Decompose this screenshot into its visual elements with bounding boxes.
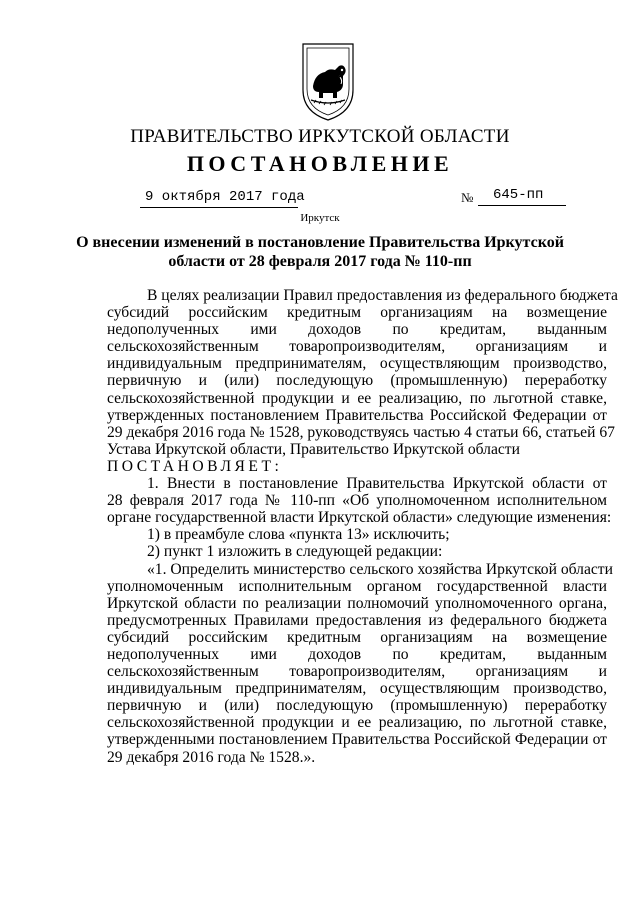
government-name: ПРАВИТЕЛЬСТВО ИРКУТСКОЙ ОБЛАСТИ [130,126,510,147]
body-line: субсидий российским кредитным организациям на возмещение [107,628,607,646]
coat-of-arms-emblem [299,40,357,122]
body-line: органе государственной власти Иркутской области» следующие изменения: [107,509,612,527]
body-line: утвержденными постановлением Правительства Российской Федерации от [107,731,607,749]
body-line: первичную и (или) последующую (промышленную) переработку [107,697,607,715]
document-number: 645-пп [493,187,544,203]
body-line: предусмотренных Правилами предоставления из федерального бюджета [107,611,607,629]
body-line: Устава Иркутской области, Правительство Иркутской области [107,440,520,458]
date-underline [140,207,298,208]
title-line: О внесении изменений в постановление Правительства Иркутской [76,234,564,251]
number-underline [478,205,566,206]
document-title [0,233,640,271]
number-label: № [461,190,474,205]
body-line: индивидуальным предпринимателям, осуществляющим производство, [107,680,607,698]
body-line: В целях реализации Правил предоставления из федерального бюджета [147,287,618,304]
body-line: уполномоченным исполнительным органом государственной власти [107,577,607,595]
document-type: ПОСТАНОВЛЕНИЕ [186,151,454,176]
body-line: 29 декабря 2016 года № 1528, руководствуясь частью 4 статьи 66, статьей 67 [107,423,615,441]
resolution-keyword: ПОСТАНОВЛЯЕТ: [107,457,283,475]
city-name: Иркутск [300,212,340,224]
body-line: 1. Внести в постановление Правительства Иркутской области от [147,475,607,493]
body-line: «1. Определить министерство сельского хозяйства Иркутской области [147,560,613,578]
body-line: 2) пункт 1 изложить в следующей редакции: [147,543,443,561]
body-line: сельскохозяйственной продукции и ее реализацию, по льготной ставке, [107,389,607,407]
document-body [107,287,618,766]
body-line: субсидий российским кредитным организациям на возмещение [107,304,607,322]
body-line: утвержденных постановлением Правительства Российской Федерации от [107,406,607,424]
body-line: сельскохозяйственной продукции и ее реализацию, по льготной ставке, [107,714,607,732]
body-line: 28 февраля 2017 года № 110-пп «Об уполномоченном исполнительном [107,492,607,510]
body-line: первичную и (или) последующую (промышленную) переработку [107,372,607,390]
body-line: недополученных ими доходов по кредитам, выданным [107,645,607,663]
body-line: индивидуальным предпринимателям, осуществляющим производство, [107,355,607,373]
title-line: области от 28 февраля 2017 года № 110-пп [168,253,472,270]
document-date: 9 октября 2017 года [145,189,305,205]
body-line: 1) в преамбуле слова «пункта 13» исключить; [147,526,450,544]
body-line: 29 декабря 2016 года № 1528.». [107,748,316,766]
body-line: сельскохозяйственным товаропроизводителям, организациям и [107,338,607,356]
body-line: Иркутской области по реализации полномочий уполномоченного органа, [107,594,607,612]
body-line: недополученных ими доходов по кредитам, выданным [107,321,607,339]
body-line: сельскохозяйственным товаропроизводителям, организациям и [107,663,607,681]
